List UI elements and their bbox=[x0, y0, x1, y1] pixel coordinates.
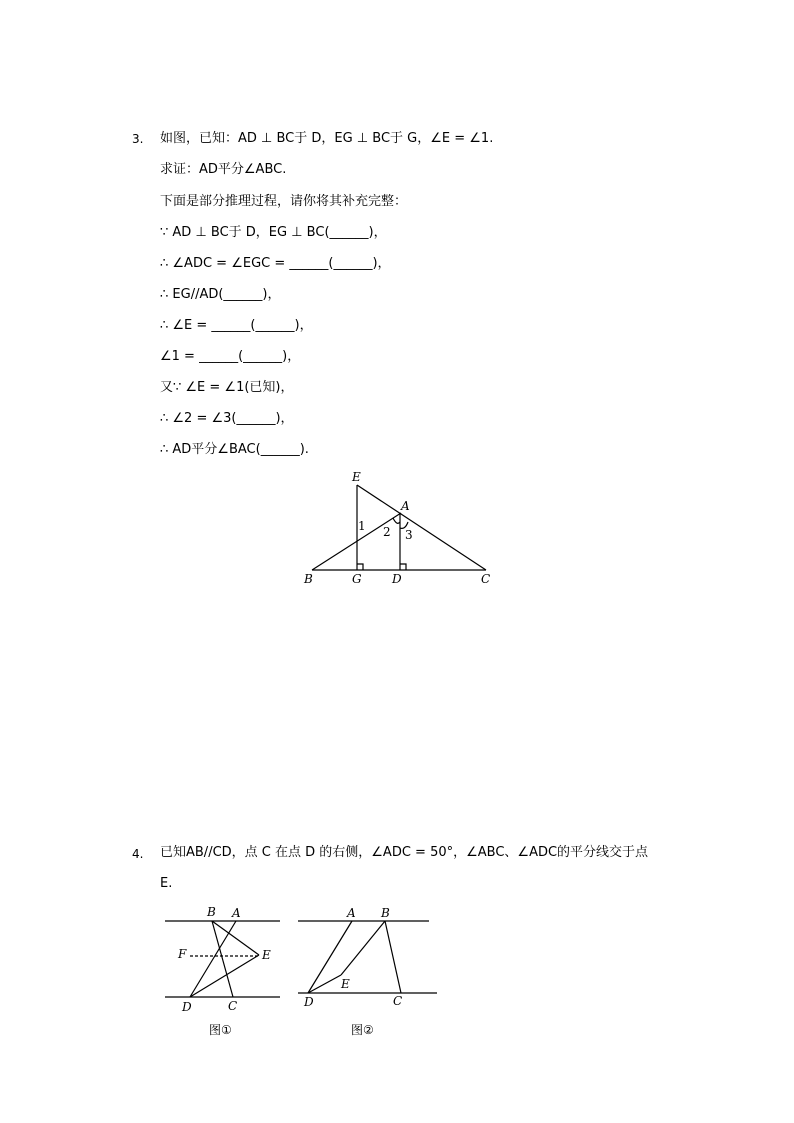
q3-step-4: ∴ ∠E = ______(______)， bbox=[160, 318, 313, 333]
fig2-label-C: C bbox=[393, 994, 403, 1008]
q3-step-7: ∴ ∠2 = ∠3(______)， bbox=[160, 411, 294, 426]
q3-prove-line: 求证：AD平分∠ABC. bbox=[160, 162, 287, 177]
q3-step-2: ∴ ∠ADC = ∠EGC = ______(______)， bbox=[160, 256, 391, 271]
question-4-number: 4. bbox=[132, 847, 144, 861]
q3-step-6: 又∵ ∠E = ∠1(已知)， bbox=[160, 380, 294, 395]
q3-step-8: ∴ AD平分∠BAC(______). bbox=[160, 442, 309, 457]
fig2-caption: 图② bbox=[351, 1023, 374, 1037]
fig1-label-B: B bbox=[207, 905, 216, 919]
q3-step-1: ∵ AD ⊥ BC于 D，EG ⊥ BC(______)， bbox=[160, 225, 387, 240]
label-E: E bbox=[352, 470, 361, 484]
angle-label-2: 2 bbox=[383, 525, 391, 539]
fig1-line-BC bbox=[212, 921, 233, 997]
label-D: D bbox=[392, 572, 402, 586]
label-A: A bbox=[401, 499, 410, 513]
q4-text-line-2: E. bbox=[160, 876, 173, 891]
fig1-label-A: A bbox=[232, 906, 241, 920]
fig2-line-BC bbox=[385, 921, 401, 993]
fig1-line-DE bbox=[190, 955, 259, 997]
fig1-caption: 图① bbox=[209, 1023, 232, 1037]
label-B: B bbox=[304, 572, 313, 586]
q3-given-line: 如图，已知：AD ⊥ BC于 D，EG ⊥ BC于 G，∠E = ∠1. bbox=[160, 131, 494, 146]
angle-label-3: 3 bbox=[405, 528, 413, 542]
fig2-label-B: B bbox=[381, 906, 390, 920]
q3-step-3: ∴ EG//AD(______)， bbox=[160, 287, 281, 302]
fig1-label-E: E bbox=[262, 948, 271, 962]
fig1-line-AD bbox=[190, 921, 236, 997]
angle-label-1: 1 bbox=[358, 519, 366, 533]
q3-step-5: ∠1 = ______(______)， bbox=[160, 349, 301, 364]
fig2-label-E: E bbox=[341, 977, 350, 991]
figure-2 bbox=[298, 921, 437, 993]
label-G: G bbox=[352, 572, 362, 586]
fig2-label-D: D bbox=[304, 995, 314, 1009]
question-3-number: 3. bbox=[132, 132, 144, 146]
fig2-label-A: A bbox=[347, 906, 356, 920]
fig1-label-F: F bbox=[178, 947, 187, 961]
fig1-label-D: D bbox=[182, 1000, 192, 1014]
fig1-label-C: C bbox=[228, 999, 238, 1013]
label-C: C bbox=[481, 572, 491, 586]
q3-instruction-line: 下面是部分推理过程，请你将其补充完整： bbox=[160, 194, 408, 209]
q4-text-line-1: 已知AB//CD，点 C 在点 D 的右侧，∠ADC = 50°，∠ABC、∠ADC的平分线交于点 bbox=[160, 845, 649, 860]
